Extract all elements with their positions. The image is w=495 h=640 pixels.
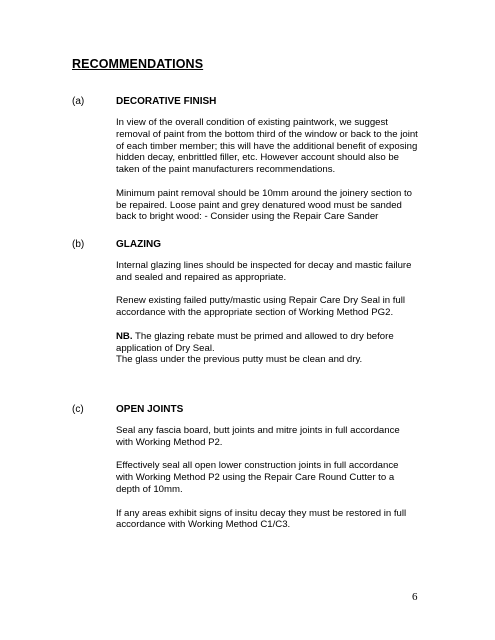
paragraph [116, 425, 434, 449]
nb-label: NB. [116, 330, 133, 342]
nb-paragraph [116, 331, 434, 366]
page-title: RECOMMENDATIONS [72, 57, 204, 71]
nb-text: The glazing rebate must be primed and allowed to dry before [132, 330, 394, 342]
text-line: Renew existing failed putty/mastic using Repair Care Dry Seal in full [116, 295, 406, 307]
text-line: removal of paint from the bottom third of the window or back to the joint [116, 128, 418, 140]
paragraph [116, 508, 434, 532]
text-line: and sealed and repaired as appropriate. [116, 271, 287, 283]
section-body [116, 117, 434, 235]
text-line: accordance with Working Method C1/C3. [116, 519, 291, 531]
text-line: taken of the paint manufacturers recommendations. [116, 164, 336, 176]
text-line: Effectively seal all open lower construction joints in full accordance [116, 460, 399, 472]
text-line: Minimum paint removal should be 10mm around the joinery section to [116, 187, 412, 199]
text-line: If any areas exhibit signs of insitu decay they must be restored in full [116, 507, 407, 519]
section-heading: GLAZING [116, 239, 161, 250]
text-line: accordance with the appropriate section of Working Method PG2. [116, 307, 394, 319]
text-line: be repaired. Loose paint and grey denatured wood must be sanded [116, 199, 402, 211]
text-line: with Working Method P2. [116, 436, 223, 448]
paragraph [116, 260, 434, 284]
section-body [116, 260, 434, 378]
section-body [116, 425, 434, 543]
text-line: The glass under the previous putty must be clean and dry. [116, 354, 363, 366]
text-line: of each timber member; this will have the additional benefit of exposing [116, 140, 418, 152]
section-marker: (a) [72, 96, 85, 107]
text-line: depth of 10mm. [116, 483, 183, 495]
text-line: Seal any fascia board, butt joints and mitre joints in full accordance [116, 425, 400, 436]
text-line: hidden decay, enbrittled filler, etc. However account should also be [116, 152, 400, 164]
text-line: Internal glazing lines should be inspected for decay and mastic failure [116, 260, 412, 271]
paragraph [116, 117, 434, 176]
paragraph [116, 188, 434, 223]
text-line: In view of the overall condition of existing paintwork, we suggest [116, 117, 388, 128]
paragraph [116, 295, 434, 319]
section-marker: (b) [72, 239, 85, 250]
text-line [116, 331, 434, 343]
section-heading: OPEN JOINTS [116, 404, 184, 415]
text-line: with Working Method P2 using the Repair Care Round Cutter to a [116, 472, 395, 484]
paragraph [116, 460, 434, 495]
text-line: back to bright wood: - Consider using the Repair Care Sander [116, 211, 379, 223]
section-heading: DECORATIVE FINISH [116, 96, 217, 107]
page-number: 6 [412, 591, 418, 603]
section-marker: (c) [72, 404, 84, 415]
text-line: application of Dry Seal. [116, 342, 215, 354]
